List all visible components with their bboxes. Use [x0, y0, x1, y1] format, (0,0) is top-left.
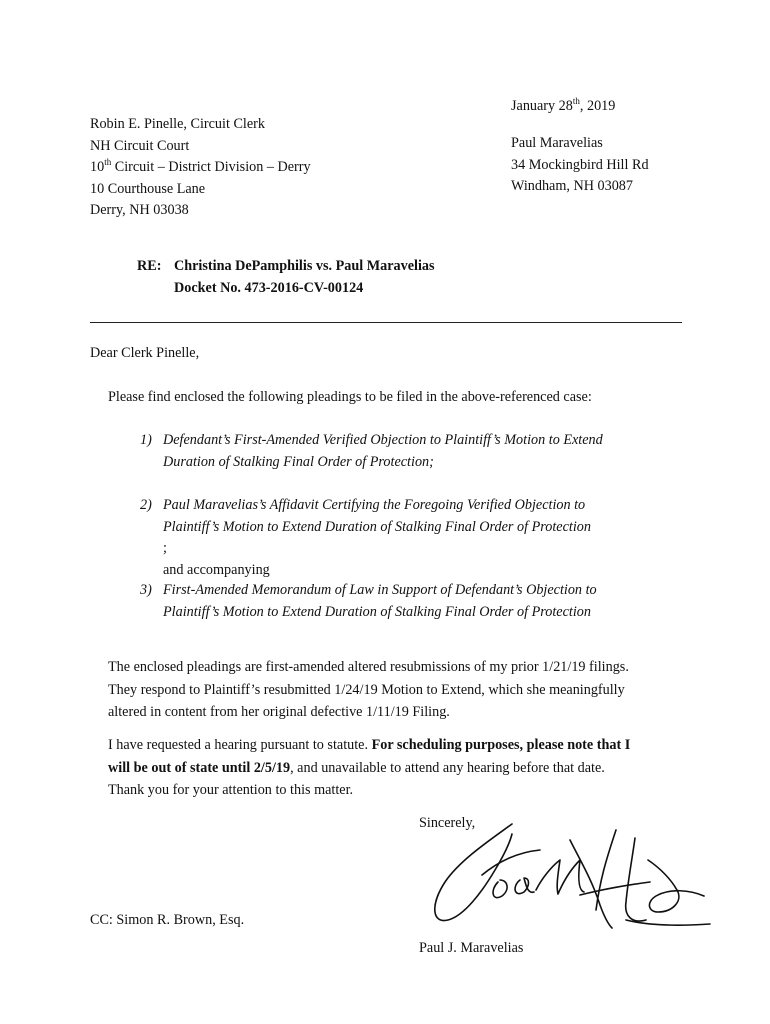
date-suffix: th	[572, 96, 580, 106]
paragraph-line: altered in content from her original defective 1/11/19 Filing.	[108, 704, 450, 720]
paragraph-line: The enclosed pleadings are first-amended altered resubmissions of my prior 1/21/19 filings.	[108, 659, 629, 675]
re-label: RE:	[137, 258, 162, 274]
pleading-line: Paul Maravelias’s Affidavit Certifying the Foregoing Verified Objection to	[163, 497, 586, 513]
recipient-address	[90, 114, 311, 222]
sender-street: 34 Mockingbird Hill Rd	[511, 156, 649, 173]
recipient-line-3-sup: th	[104, 157, 112, 167]
body-paragraph-2	[108, 734, 630, 802]
pleading-number: 3)	[140, 582, 152, 598]
recipient-line-3-rest: Circuit – District Division – Derry	[111, 159, 311, 175]
paragraph-text: I have requested a hearing pursuant to statute.	[108, 737, 372, 753]
pleading-line: Duration of Stalking Final Order of Protection;	[163, 453, 434, 470]
signer-name: Paul J. Maravelias	[419, 940, 524, 956]
pleading-title	[163, 430, 603, 473]
date-year: , 2019	[579, 98, 616, 114]
signature-image	[420, 820, 720, 935]
re-case: Christina DePamphilis vs. Paul Maravelias	[174, 258, 435, 274]
paragraph-line	[108, 734, 630, 757]
paragraph-line: Thank you for your attention to this matter.	[108, 782, 354, 798]
paragraph-line	[108, 757, 630, 780]
body-paragraph-1	[108, 656, 629, 724]
recipient-line-3	[90, 157, 311, 179]
pleading-tail: ;	[163, 540, 167, 556]
paragraph-emphasis: For scheduling purposes, please note that I	[371, 737, 631, 753]
recipient-line-3-num: 10	[90, 159, 105, 175]
closing: Sincerely,	[419, 815, 476, 831]
pleading-line: Plaintiff’s Motion to Extend Duration of Stalking Final Order of Protection	[163, 603, 591, 620]
sender-name: Paul Maravelias	[511, 135, 603, 151]
paragraph-line: They respond to Plaintiff’s resubmitted 1/24/19 Motion to Extend, which she meaningfully	[108, 681, 625, 698]
salutation: Dear Clerk Pinelle,	[90, 345, 200, 361]
pleading-extra: and accompanying	[163, 561, 270, 578]
re-subject	[174, 256, 435, 299]
sender-address	[511, 133, 649, 198]
paragraph-text: , and unavailable to attend any hearing before that date.	[290, 759, 605, 776]
horizontal-rule	[90, 322, 682, 323]
paragraph-emphasis: will be out of state until 2/5/19	[108, 759, 291, 776]
sender-city: Windham, NH 03087	[511, 178, 633, 194]
pleading-number: 1)	[140, 432, 152, 448]
recipient-line-1: Robin E. Pinelle, Circuit Clerk	[90, 116, 265, 132]
pleading-line: Defendant’s First-Amended Verified Objection to Plaintiff’s Motion to Extend	[163, 432, 603, 448]
recipient-line-2: NH Circuit Court	[90, 137, 190, 154]
pleading-line: Plaintiff’s Motion to Extend Duration of Stalking Final Order of Protection	[163, 518, 591, 535]
re-docket: Docket No. 473-2016-CV-00124	[174, 279, 364, 296]
pleading-title	[163, 580, 597, 623]
date-month-day: January 28	[511, 98, 573, 114]
recipient-line-4: 10 Courthouse Lane	[90, 180, 206, 197]
cc-line: CC: Simon R. Brown, Esq.	[90, 912, 245, 928]
pleading-title	[163, 495, 591, 581]
recipient-line-5: Derry, NH 03038	[90, 202, 189, 218]
letter-date	[511, 98, 615, 115]
pleading-number: 2)	[140, 497, 152, 513]
intro-paragraph: Please find enclosed the following pleadings to be filed in the above-referenced case:	[108, 389, 592, 405]
pleading-line: First-Amended Memorandum of Law in Support of Defendant’s Objection to	[163, 582, 597, 598]
